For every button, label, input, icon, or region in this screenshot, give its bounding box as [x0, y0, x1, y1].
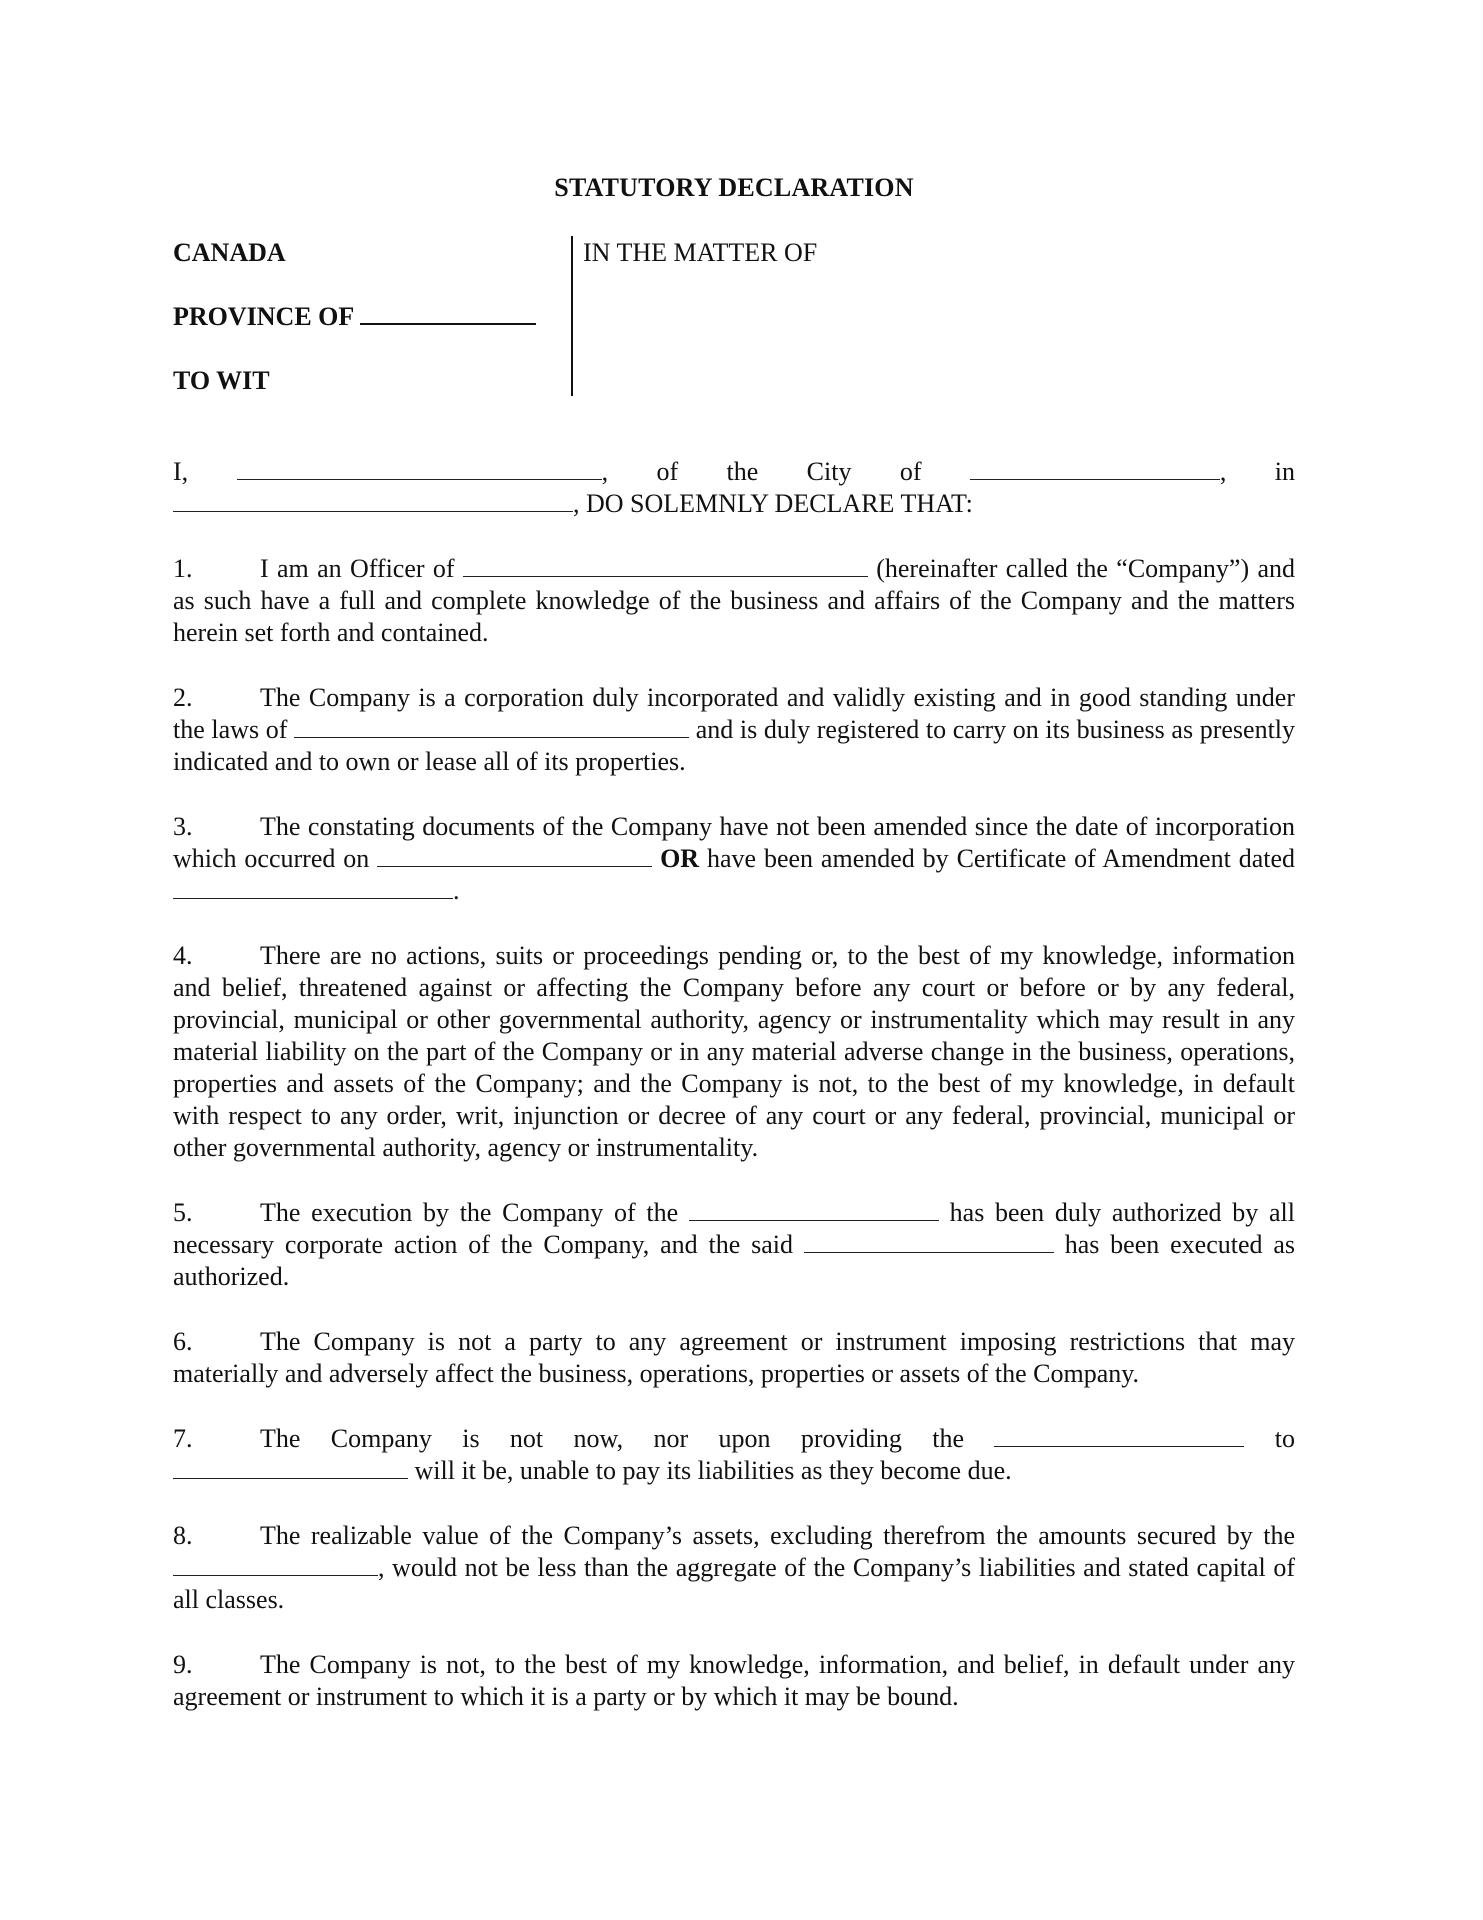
intro-paragraph	[173, 456, 1295, 520]
intro-line-2: , DO SOLEMNLY DECLARE THAT:	[173, 488, 1295, 520]
province-blank[interactable]	[360, 322, 536, 325]
province-of-residence-blank[interactable]	[173, 510, 573, 512]
instrument-blank-2[interactable]	[804, 1251, 1054, 1253]
paragraph-3: 3. The constating documents of the Company have not been amended since the date of incorporation which occurred on OR have been amended by Certificate of Amendment dated .	[173, 812, 1296, 905]
paragraph-7: 7. The Company is not now, nor upon providing the to will it be, unable to pay its liabilities as they become due.	[173, 1424, 1295, 1485]
jurisdiction-blank[interactable]	[294, 736, 689, 738]
province-line	[173, 300, 573, 364]
paragraph-2: 2. The Company is a corporation duly incorporated and validly existing and in good standing under the laws of and is duly registered to carry on its business as presently indicated and to own or lease all of its properties.	[173, 683, 1296, 776]
matter-heading: IN THE MATTER OF	[583, 238, 818, 267]
country-label: CANADA	[173, 238, 286, 267]
paragraph-5: 5. The execution by the Company of the has been duly authorized by all necessary corporate action of the Company, and the said has been executed as authorized.	[173, 1198, 1295, 1291]
paragraph-1: 1. I am an Officer of (hereinafter called the “Company”) and as such have a full and complete knowledge of the business and affairs of the Company and the matters herein set forth and contained.	[173, 554, 1295, 647]
city-blank[interactable]	[970, 478, 1220, 480]
province-label: PROVINCE OF	[173, 302, 354, 331]
declaration-body	[173, 456, 1295, 1746]
paragraph-9: 9. The Company is not, to the best of my knowledge, information, and belief, in default under any agreement or instrument to which it is a party or by which it may be bound.	[173, 1650, 1295, 1711]
document-title: STATUTORY DECLARATION	[554, 173, 914, 202]
providing-blank[interactable]	[994, 1445, 1244, 1447]
instrument-blank-1[interactable]	[689, 1219, 939, 1221]
recipient-blank[interactable]	[173, 1477, 408, 1479]
intro-line-1: I, , of the City of , in	[173, 457, 1296, 486]
company-name-blank[interactable]	[463, 575, 868, 577]
declarant-name-blank[interactable]	[237, 478, 602, 480]
paragraph-8: 8. The realizable value of the Company’s assets, excluding therefrom the amounts secured by the , would not be less than the aggregate of the Company’s liabilities and stated capital of all classes.	[173, 1521, 1295, 1614]
header-divider	[571, 236, 573, 396]
secured-by-blank[interactable]	[173, 1574, 378, 1576]
paragraph-6: 6. The Company is not a party to any agreement or instrument imposing restrictions that may materially and adversely affect the business, operations, properties or assets of the Company.	[173, 1327, 1295, 1388]
to-wit-label: TO WIT	[173, 366, 270, 395]
jurisdiction-block	[173, 236, 573, 428]
incorporation-date-blank[interactable]	[377, 865, 652, 867]
amendment-date-blank[interactable]	[173, 897, 453, 899]
paragraph-4: 4. There are no actions, suits or proceedings pending or, to the best of my knowledge, information and belief, threatened against or affecting the Company before any court or before or by any federal, provincial, municipal or other governmental authority, agency or instrumentality which may result in any material liability on the part of the Company or in any material adverse change in the business, operations, properties and assets of the Company; and the Company is not, to the best of my knowledge, in default with respect to any order, writ, injunction or decree of any court or any federal, provincial, municipal or other governmental authority, agency or instrumentality.	[173, 941, 1295, 1162]
